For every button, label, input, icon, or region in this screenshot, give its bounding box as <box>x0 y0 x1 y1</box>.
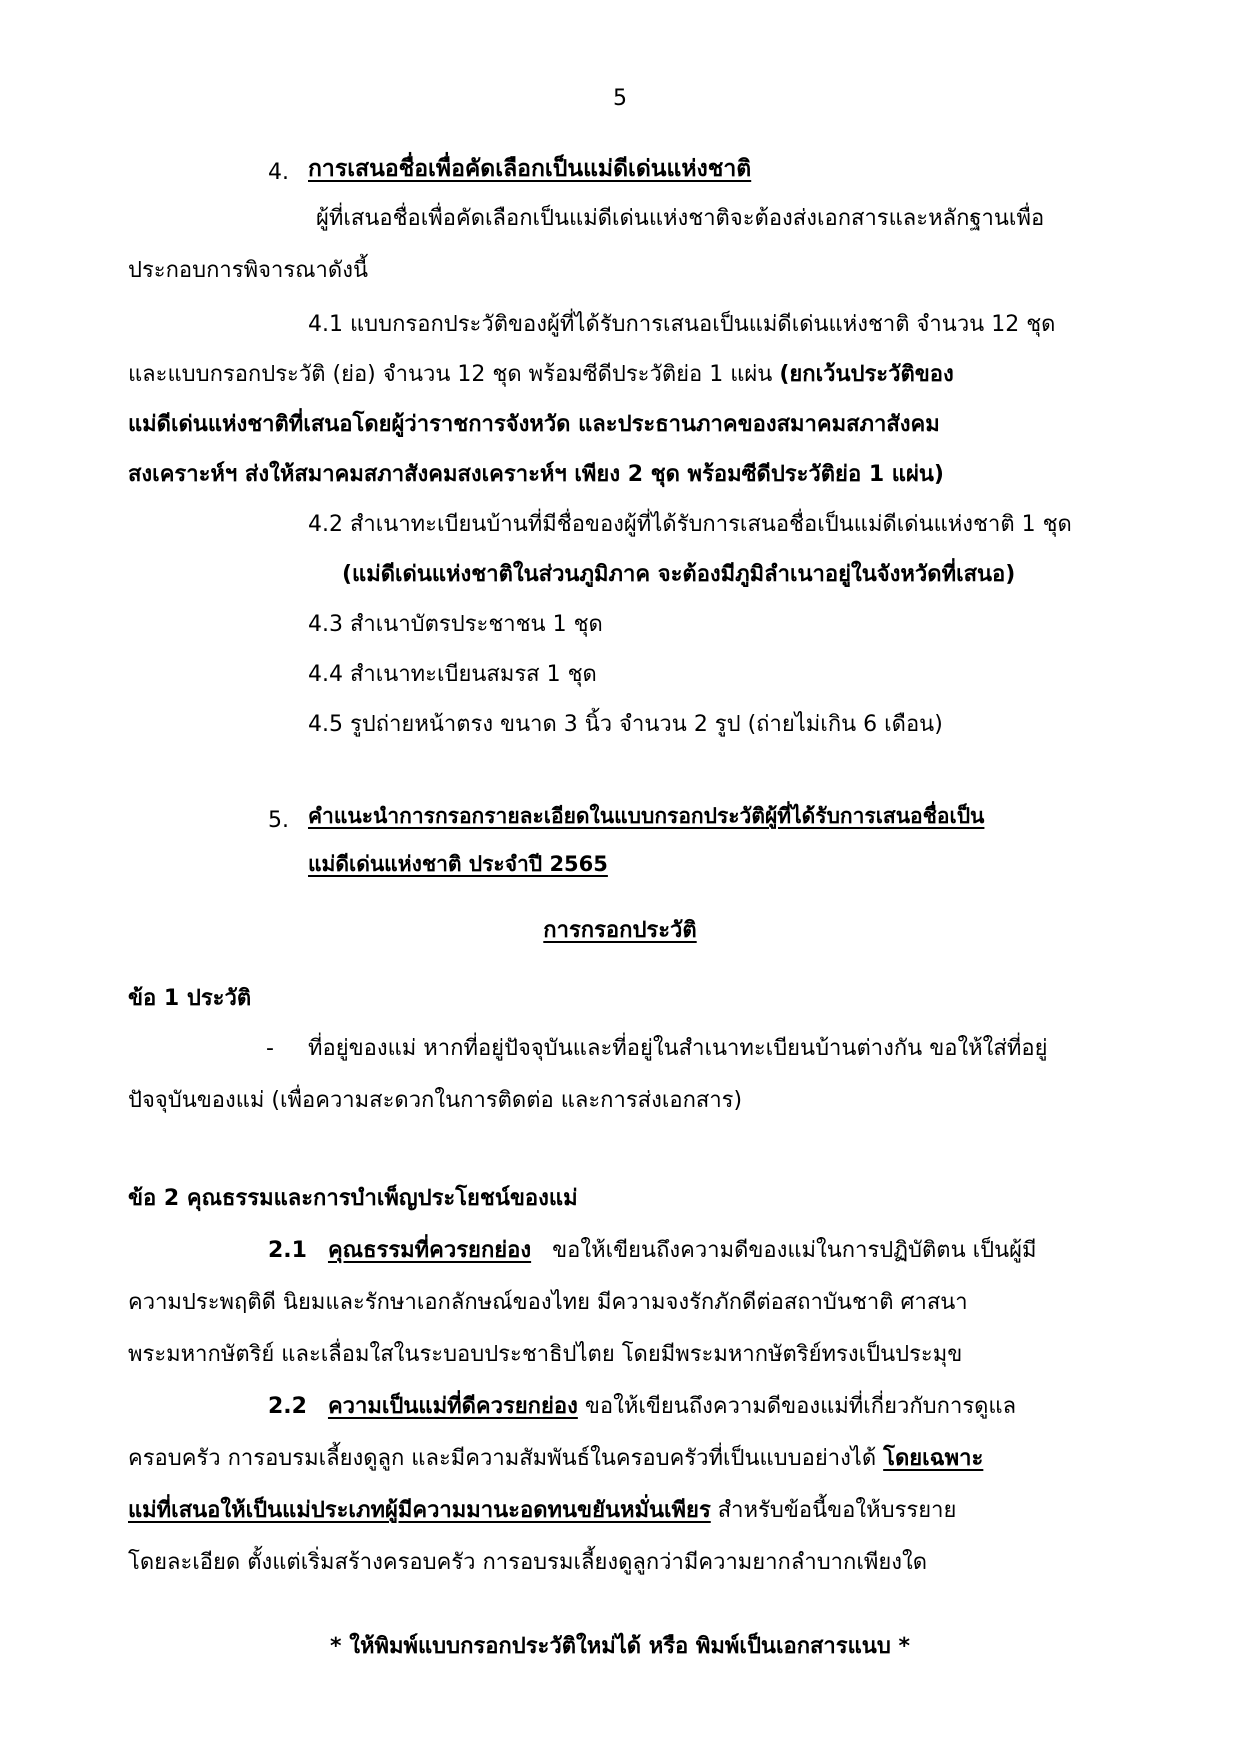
item41-line2 <box>128 362 954 388</box>
item41-line2-normal: และแบบกรอกประวัติ (ย่อ) จำนวน 12 ชุด พร้อมซีดีประวัติย่อ 1 แผ่น <box>128 362 780 387</box>
item22-line1-rest: ขอให้เขียนถึงความดีของแม่ที่เกี่ยวกับการดูแล <box>584 1394 1017 1419</box>
section4-title: การเสนอชื่อเพื่อคัดเลือกเป็นแม่ดีเด่นแห่งชาติ <box>308 156 752 182</box>
clause1-dash: - <box>266 1036 274 1061</box>
item22-line3-bold: แม่ที่เสนอให้เป็นแม่ประเภทผู้มีความมานะอดทนขยันหมั่นเพียร <box>128 1498 711 1523</box>
item21-line3: พระมหากษัตริย์ และเลื่อมใสในระบอบประชาธิปไตย โดยมีพระมหากษัตริย์ทรงเป็นประมุข <box>128 1342 963 1367</box>
item22-line1 <box>268 1394 1016 1420</box>
item45: 4.5 รูปถ่ายหน้าตรง ขนาด 3 นิ้ว จำนวน 2 รูป (ถ่ายไม่เกิน 6 เดือน) <box>308 712 943 737</box>
item22-line3 <box>128 1498 956 1524</box>
clause1-line1: ที่อยู่ของแม่ หากที่อยู่ปัจจุบันและที่อยู่ในสำเนาทะเบียนบ้านต่างกัน ขอให้ใส่ที่อยู่ <box>308 1036 1048 1061</box>
section4-intro-line2: ประกอบการพิจารณาดังนี้ <box>128 258 368 283</box>
item44: 4.4 สำเนาทะเบียนสมรส 1 ชุด <box>308 662 597 687</box>
item21-line2: ความประพฤติดี นิยมและรักษาเอกลักษณ์ของไทย มีความจงรักภักดีต่อสถาบันชาติ ศาสนา <box>128 1290 968 1315</box>
section5-subheading: การกรอกประวัติ <box>543 918 697 943</box>
item21-title: คุณธรรมที่ควรยกย่อง <box>327 1238 532 1263</box>
item22-line2 <box>128 1446 983 1472</box>
section5-number: 5. <box>268 808 289 833</box>
item22-line2-normal: ครอบครัว การอบรมเลี้ยงดูลูก และมีความสัมพันธ์ในครอบครัวที่เป็นแบบอย่างได้ <box>128 1446 884 1471</box>
clause2-heading: ข้อ 2 คุณธรรมและการบำเพ็ญประโยชน์ของแม่ <box>128 1186 578 1211</box>
item22-title: ความเป็นแม่ที่ดีควรยกย่อง <box>327 1394 578 1419</box>
footer-note: * ให้พิมพ์แบบกรอกประวัติใหม่ได้ หรือ พิมพ์เป็นเอกสารแนบ * <box>330 1634 910 1659</box>
item41-line1: 4.1 แบบกรอกประวัติของผู้ที่ได้รับการเสนอเป็นแม่ดีเด่นแห่งชาติ จำนวน 12 ชุด <box>308 312 1056 337</box>
item22-line4: โดยละเอียด ตั้งแต่เริ่มสร้างครอบครัว การอบรมเลี้ยงดูลูกว่ามีความยากลำบากเพียงใด <box>128 1550 928 1575</box>
item22-line3-rest: สำหรับข้อนี้ขอให้บรรยาย <box>710 1498 957 1523</box>
item43: 4.3 สำเนาบัตรประชาชน 1 ชุด <box>308 612 603 637</box>
page-number: 5 <box>613 86 627 111</box>
item22-number: 2.2 <box>268 1394 307 1419</box>
clause1-heading: ข้อ 1 ประวัติ <box>128 986 252 1011</box>
section4-number: 4. <box>268 160 289 185</box>
item21-line1 <box>268 1238 1037 1264</box>
clause1-line2: ปัจจุบันของแม่ (เพื่อความสะดวกในการติดต่อ และการส่งเอกสาร) <box>128 1088 743 1113</box>
item21-line1-rest: ขอให้เขียนถึงความดีของแม่ในการปฏิบัติตน เป็นผู้มี <box>552 1238 1037 1263</box>
item42-line2: (แม่ดีเด่นแห่งชาติในส่วนภูมิภาค จะต้องมีภูมิลำเนาอยู่ในจังหวัดที่เสนอ) <box>342 562 1016 587</box>
item42-line1: 4.2 สำเนาทะเบียนบ้านที่มีชื่อของผู้ที่ได้รับการเสนอชื่อเป็นแม่ดีเด่นแห่งชาติ 1 ชุด <box>308 512 1072 537</box>
item41-line4: สงเคราะห์ฯ ส่งให้สมาคมสภาสังคมสงเคราะห์ฯ เพียง 2 ชุด พร้อมซีดีประวัติย่อ 1 แผ่น) <box>128 462 944 487</box>
section5-title-line1: คำแนะนำการกรอกรายละเอียดในแบบกรอกประวัติผู้ที่ได้รับการเสนอชื่อเป็น <box>308 804 985 828</box>
section5-title-line2: แม่ดีเด่นแห่งชาติ ประจำปี 2565 <box>308 852 608 876</box>
item41-line2-bold: (ยกเว้นประวัติของ <box>779 362 954 387</box>
item41-line3: แม่ดีเด่นแห่งชาติที่เสนอโดยผู้ว่าราชการจังหวัด และประธานภาคของสมาคมสภาสังคม <box>128 412 940 437</box>
item21-number: 2.1 <box>268 1238 307 1263</box>
item22-line2-bold: โดยเฉพาะ <box>883 1446 984 1471</box>
section4-intro-line1: ผู้ที่เสนอชื่อเพื่อคัดเลือกเป็นแม่ดีเด่นแห่งชาติจะต้องส่งเอกสารและหลักฐานเพื่อ <box>316 206 1045 231</box>
